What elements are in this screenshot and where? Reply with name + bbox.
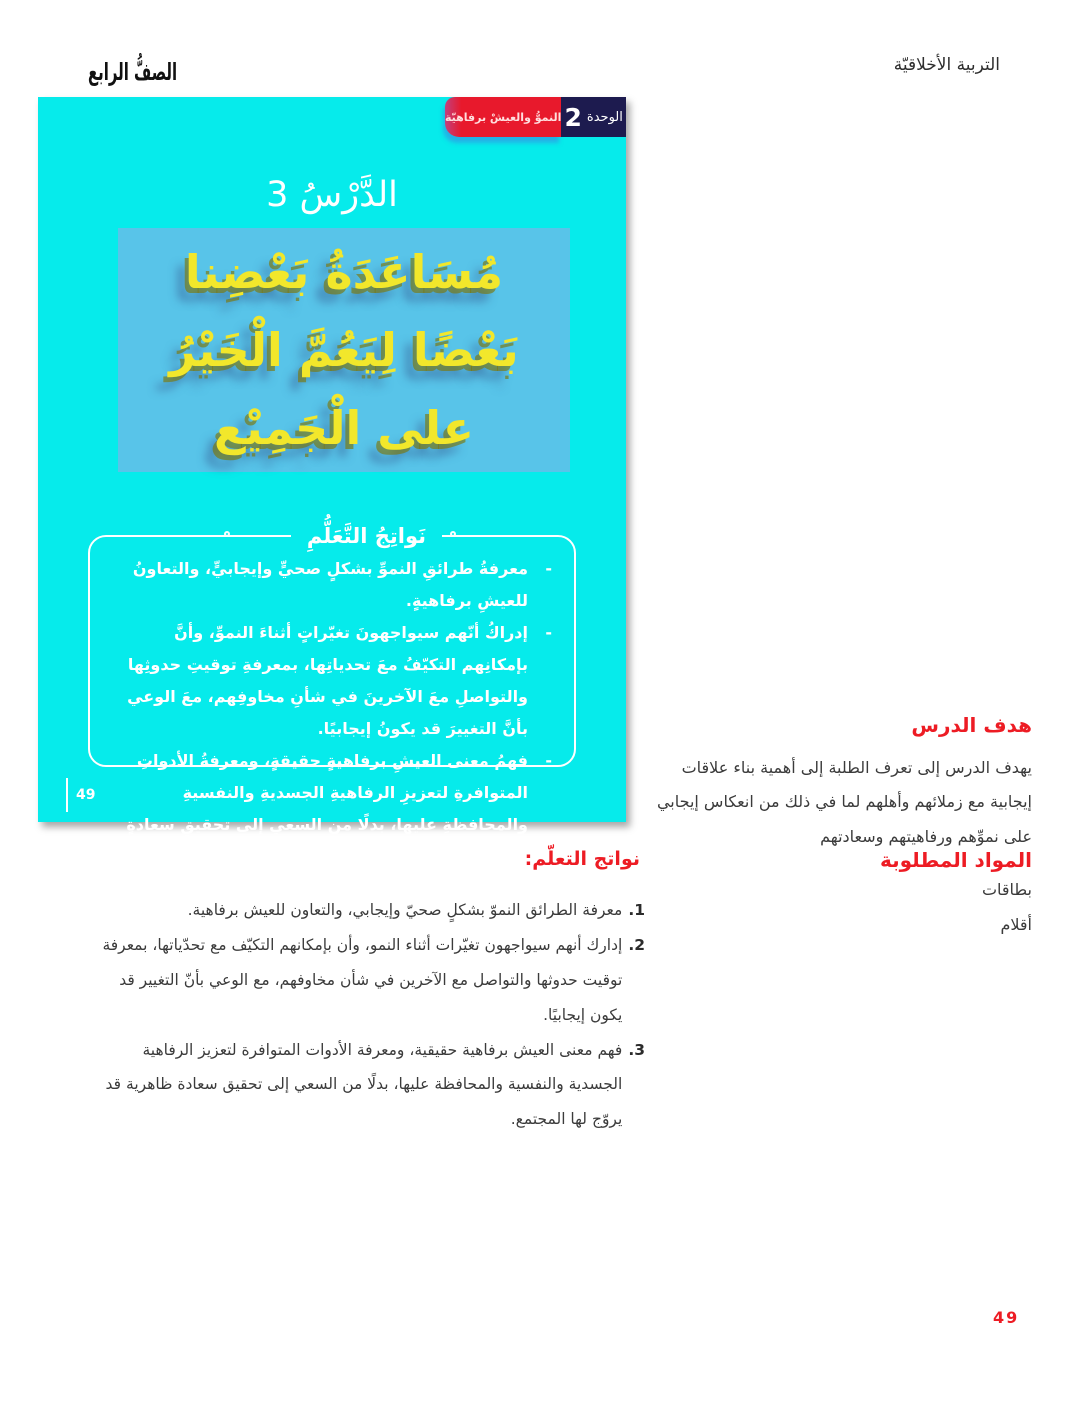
outcome-bullet: [106, 617, 552, 745]
lesson-title-line1: مُسَاعَدَةُ بَعْضِنا: [184, 245, 504, 299]
card-page-number: [66, 778, 95, 812]
bullet-dash-icon: -: [545, 559, 552, 578]
materials-section: [652, 848, 1032, 942]
lesson-title-line3: على الْجَمِيْع: [214, 401, 474, 455]
lesson-goal-title: هدف الدرس: [911, 713, 1032, 737]
item-text: إدارك أنهم سيواجهون تغيّرات أثناء النمو، وأن بإمكانهم التكيّف مع تحدّياتها، بمعرفة توقيت حدوثها والتواصل مع الآخرين في شأن مخاوفهم، مع الوعي بأنّ التغيير قد يكون إيجابيًا.: [102, 935, 623, 1024]
materials-title: المواد المطلوبة: [880, 848, 1032, 872]
item-number: 2.: [628, 935, 645, 954]
item-text: معرفة الطرائق النموّ بشكلٍ صحيّ وإيجابي، والتعاون للعيش برفاهية.: [187, 901, 623, 919]
learning-outcomes-heading: نواتج التعلّم:: [524, 848, 640, 870]
outcome-bullet: [106, 745, 552, 873]
frame-ring-left-icon: [224, 531, 230, 537]
learning-outcomes-list: [100, 893, 645, 1137]
item-number: 1.: [628, 901, 645, 919]
card-page-number-value: 49: [76, 787, 96, 803]
lesson-goal-text: يهدف الدرس إلى تعرف الطلبة إلى أهمية بناء علاقات إيجابية مع زملائهم وأهلهم لما في ذلك من انعكاس إيجابي على نموِّهم ورفاهيتهم وسعادتهم: [656, 758, 1032, 846]
outcome-bullet: [106, 553, 552, 617]
grade-logo: الصفُّ الرابع: [88, 58, 178, 86]
unit-number-block: [561, 97, 626, 137]
frame-ring-right-icon: [450, 531, 456, 537]
material-item: بطاقات: [981, 880, 1032, 899]
unit-label: الوحدة: [586, 109, 623, 125]
outcome-text: إدراكُ أنّهم سيواجهونَ تغيّراتٍ أثناءَ النموِّ، وأنَّ بإمكانِهم التكيّفُ معَ تحدياتِها، بمعرفةِ توقيتِ حدوثِها والتواصلِ معَ الآخرينَ في شأنِ مخاوفِهم، معَ الوعي بأنَّ التغييرَ قد يكونُ إيجابيًا.: [127, 623, 528, 738]
item-number: 3.: [628, 1040, 645, 1059]
page-number-divider: [66, 778, 68, 812]
outcome-text: فهمُ معنى العيشِ برفاهيةٍ حقيقةٍ، ومعرفةُ الأدواتِ المتوافرةِ لتعزيزِ الرفاهيةِ الجسديةِ والنفسيةِ والمحافظةِ عليها، بدلًا من السعي إلى تحقيقِ سعادةٍ ظاهريةٍ قد يروّجُ لها المجتمعُ.: [126, 751, 528, 866]
lesson-title-line2: بَعْضًا لِيَعُمَّ الْخَيْرُ: [169, 323, 519, 377]
page-number: 49: [993, 1308, 1020, 1327]
bullet-dash-icon: -: [545, 623, 552, 642]
list-item: [100, 1033, 645, 1138]
item-text: فهم معنى العيش برفاهية حقيقية، ومعرفة الأدوات المتوافرة لتعزيز الرفاهية الجسدية والنفسية والمحافظة عليها، بدلًا من السعي إلى تحقيق سعادة ظاهرية قد يروّج لها المجتمع.: [105, 1040, 623, 1129]
unit-title: النموُّ والعيشْ برفاهيّة: [445, 110, 562, 124]
learning-outcomes-frame-title: نَواتِجُ التَّعَلُّمِ: [291, 520, 442, 552]
lesson-goal-section: [652, 713, 1032, 854]
list-item: [100, 928, 645, 1033]
unit-title-ribbon: [445, 97, 561, 137]
learning-outcomes-frame: [88, 524, 576, 866]
list-item: [100, 893, 645, 928]
lesson-number-label: الدَّرْسُ 3: [266, 175, 398, 215]
unit-number: 2: [564, 102, 582, 132]
subject-title: التربية الأخلاقيّة: [893, 55, 1000, 75]
material-item: أقلام: [1000, 915, 1032, 935]
lesson-title-box: [118, 228, 570, 472]
outcome-text: معرفةُ طرائقِ النموِّ بشكلٍ صحيٍّ وإيجابيٍّ، والتعاونُ للعيشِ برفاهيةٍ.: [132, 559, 528, 610]
unit-banner: [445, 97, 626, 137]
bullet-dash-icon: -: [545, 751, 552, 770]
lesson-card: [38, 97, 626, 866]
